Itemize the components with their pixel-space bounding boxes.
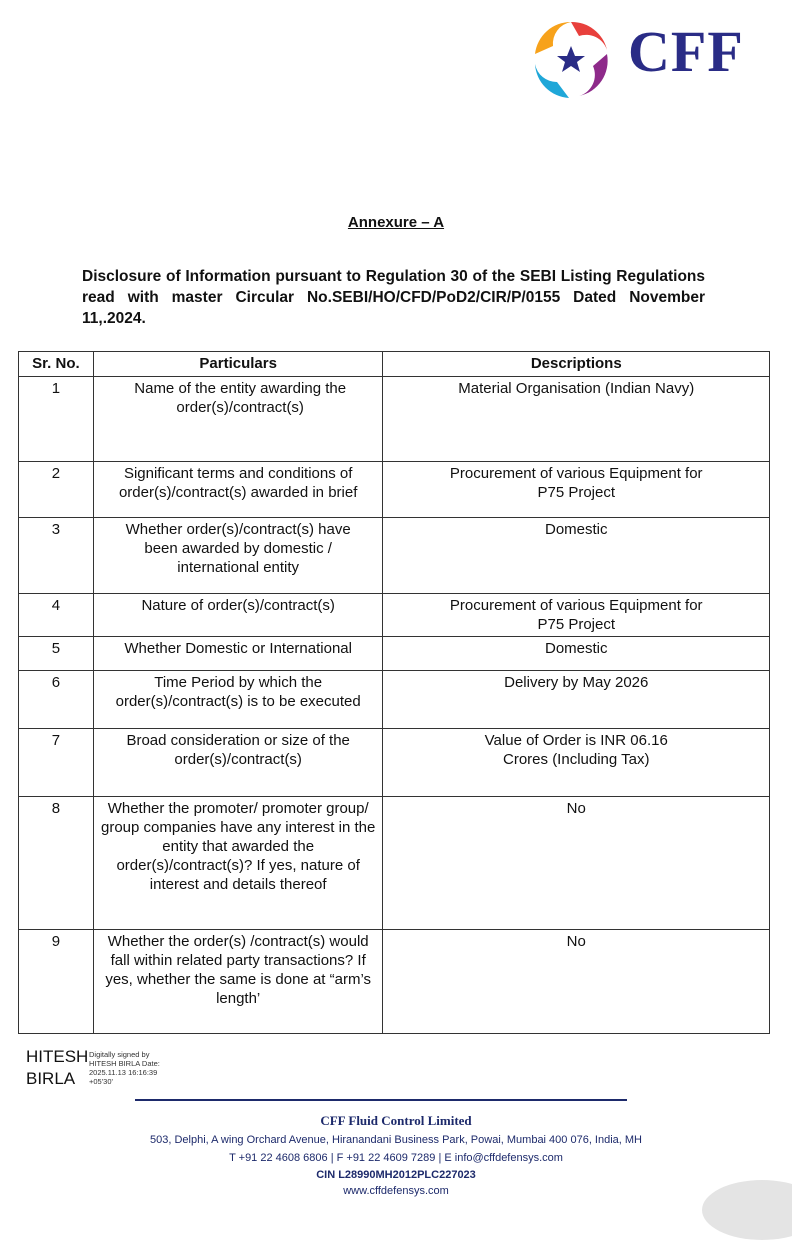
description-cell: Delivery by May 2026 [383, 671, 770, 729]
description-cell: Procurement of various Equipment for P75 Project [383, 462, 770, 518]
table-row [19, 930, 770, 1034]
annexure-title: Annexure – A [347, 214, 445, 231]
sr-no-cell: 2 [19, 462, 94, 518]
header-particulars: Particulars [93, 352, 383, 377]
table-row [19, 729, 770, 797]
footer-divider [135, 1099, 627, 1101]
sr-no-cell: 3 [19, 518, 94, 594]
signature-details: Digitally signed by HITESH BIRLA Date: 2025.11.13 16:16:39 +05'30' [89, 1050, 160, 1086]
table-row [19, 797, 770, 930]
table-row [19, 671, 770, 729]
footer-address: 503, Delphi, A wing Orchard Avenue, Hiranandani Business Park, Powai, Mumbai 400 076, India, MH [149, 1134, 643, 1146]
header-sr-no: Sr. No. [19, 352, 94, 377]
footer-website: www.cffdefensys.com [343, 1185, 449, 1197]
table-row [19, 462, 770, 518]
description-cell: Procurement of various Equipment for P75 Project [383, 594, 770, 637]
table-row [19, 594, 770, 637]
table-row [19, 637, 770, 671]
footer-company-name: CFF Fluid Control Limited [320, 1113, 472, 1128]
header-descriptions: Descriptions [383, 352, 770, 377]
description-cell: No [383, 797, 770, 930]
table-row [19, 518, 770, 594]
particulars-cell: Whether the promoter/ promoter group/ group companies have any interest in the entity that awarded the order(s)/contract(s)? If yes, nature of interest and details thereof [93, 797, 383, 930]
particulars-cell: Broad consideration or size of the order(s)/contract(s) [93, 729, 383, 797]
disclosure-table [18, 351, 770, 1034]
cff-logo-mark [523, 14, 623, 104]
sr-no-cell: 5 [19, 637, 94, 671]
particulars-cell: Significant terms and conditions of order(s)/contract(s) awarded in brief [93, 462, 383, 518]
table-header-row [19, 352, 770, 377]
particulars-cell: Whether Domestic or International [93, 637, 383, 671]
sr-no-cell: 1 [19, 377, 94, 462]
description-cell: Material Organisation (Indian Navy) [383, 377, 770, 462]
sr-no-cell: 8 [19, 797, 94, 930]
signer-name-line2: BIRLA [26, 1069, 76, 1088]
particulars-cell: Whether the order(s) /contract(s) would fall within related party transactions? If yes, whether the same is done at “arm’s length’ [93, 930, 383, 1034]
cff-logo-text: CFF [628, 19, 744, 84]
disclosure-paragraph: Disclosure of Information pursuant to Regulation 30 of the SEBI Listing Regulations read with master Circular No.SEBI/HO/CFD/PoD2/CIR/P/0155 Dated November 11,.2024. [82, 268, 705, 327]
footer-cin: CIN L28990MH2012PLC227023 [316, 1169, 476, 1181]
digital-signature [26, 1046, 160, 1090]
particulars-cell: Name of the entity awarding the order(s)/contract(s) [93, 377, 383, 462]
sr-no-cell: 7 [19, 729, 94, 797]
description-cell: Value of Order is INR 06.16 Crores (Including Tax) [383, 729, 770, 797]
footer-contact: T +91 22 4608 6806 | F +91 22 4609 7289 | E info@cffdefensys.com [229, 1152, 563, 1164]
particulars-cell: Time Period by which the order(s)/contract(s) is to be executed [93, 671, 383, 729]
particulars-cell: Nature of order(s)/contract(s) [93, 594, 383, 637]
description-cell: No [383, 930, 770, 1034]
sr-no-cell: 6 [19, 671, 94, 729]
description-cell: Domestic [383, 637, 770, 671]
table-row [19, 377, 770, 462]
sr-no-cell: 4 [19, 594, 94, 637]
particulars-cell: Whether order(s)/contract(s) have been awarded by domestic / international entity [93, 518, 383, 594]
description-cell: Domestic [383, 518, 770, 594]
sr-no-cell: 9 [19, 930, 94, 1034]
signer-name-line1: HITESH [26, 1047, 89, 1066]
